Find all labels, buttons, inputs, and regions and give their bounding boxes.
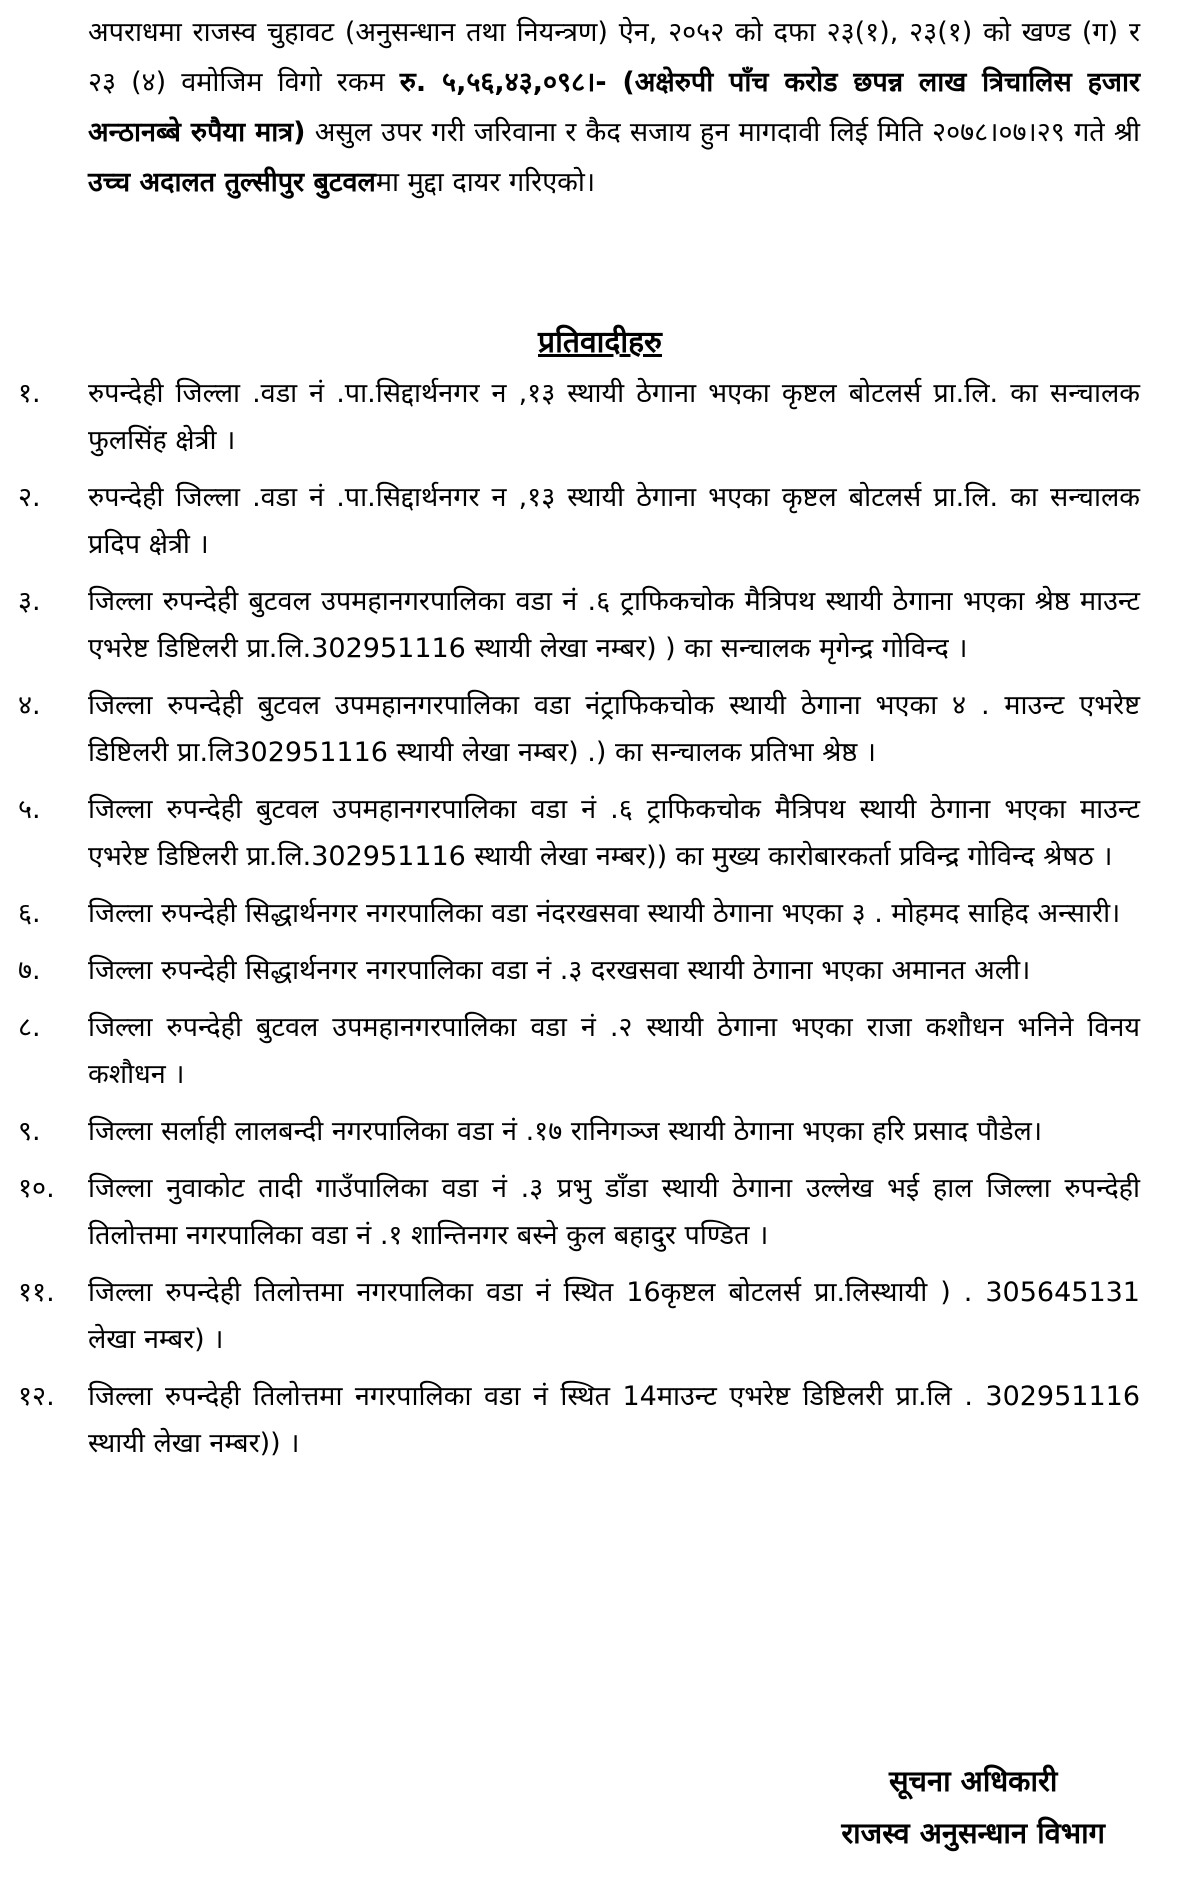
list-item-text: जिल्ला रुपन्देही बुटवल उपमहानगरपालिका वडा नं .६ ट्राफिकचोक मैत्रिपथ स्थायी ठेगाना भएका श्रेष्ठ माउन्ट एभरेष्ट डिष्टिलरी प्रा.लि.302951116 स्थायी लेखा नम्बर) ) का सन्चालक मृगेन्द्र गोविन्द । xyxy=(88,586,1140,664)
intro-court-name: उच्च अदालत तुल्सीपुर बुटवल xyxy=(88,167,376,198)
list-item-text: रुपन्देही जिल्ला .वडा नं .पा.सिद्दार्थनगर न ,१३ स्थायी ठेगाना भएका कृष्टल बोटलर्स प्रा.लि. का सन्चालक फुलसिंह क्षेत्री । xyxy=(88,378,1140,456)
list-item-text: जिल्ला रुपन्देही सिद्धार्थनगर नगरपालिका वडा नंदरखसवा स्थायी ठेगाना भएका ३ . मोहमद साहिद अन्सारी। xyxy=(88,898,1121,929)
list-item-number: ३. xyxy=(18,586,41,617)
list-item-number: ९. xyxy=(18,1116,41,1147)
list-item xyxy=(0,578,1200,672)
list-item-number: ११. xyxy=(18,1277,55,1308)
list-item-number: १२. xyxy=(18,1381,55,1412)
list-item-text: जिल्ला रुपन्देही सिद्धार्थनगर नगरपालिका वडा नं .३ दरखसवा स्थायी ठेगाना भएका अमानत अली। xyxy=(88,955,1031,986)
list-item xyxy=(0,1165,1200,1259)
list-item-number: १०. xyxy=(18,1173,55,1204)
intro-paragraph xyxy=(88,8,1140,208)
list-item-number: ४. xyxy=(18,690,41,721)
list-item xyxy=(0,1004,1200,1098)
list-item xyxy=(0,890,1200,937)
list-item-number: ८. xyxy=(18,1012,41,1043)
list-item-number: १. xyxy=(18,378,41,409)
list-item xyxy=(0,682,1200,776)
list-item-number: २. xyxy=(18,482,41,513)
signature-block xyxy=(841,1755,1105,1859)
list-item-text: जिल्ला रुपन्देही तिलोत्तमा नगरपालिका वडा नं स्थित 14माउन्ट एभरेष्ट डिष्टिलरी प्रा.लि . 302951116 स्थायी लेखा नम्बर)) । xyxy=(88,1381,1140,1459)
intro-text-part-3: मा मुद्दा दायर गरिएको। xyxy=(375,167,596,198)
list-item-text: जिल्ला सर्लाही लालबन्दी नगरपालिका वडा नं .१७ रानिगञ्ज स्थायी ठेगाना भएका हरि प्रसाद पौडेल। xyxy=(88,1116,1043,1147)
list-item-text: जिल्ला नुवाकोट तादी गाउँपालिका वडा नं .३ प्रभु डाँडा स्थायी ठेगाना उल्लेख भई हाल जिल्ला रुपन्देही तिलोत्तमा नगरपालिका वडा नं .१ शान्तिनगर बस्ने कुल बहादुर पण्डित । xyxy=(88,1173,1140,1251)
list-item xyxy=(0,1373,1200,1467)
list-item xyxy=(0,1269,1200,1363)
list-item-text: रुपन्देही जिल्ला .वडा नं .पा.सिद्दार्थनगर न ,१३ स्थायी ठेगाना भएका कृष्टल बोटलर्स प्रा.लि. का सन्चालक प्रदिप क्षेत्री । xyxy=(88,482,1140,560)
signature-title: सूचना अधिकारी xyxy=(888,1764,1058,1798)
intro-amount: रु. ५,५६,४३,०९८।- (अक्षेरुपी पाँच करोड छपन्न लाख त्रिचालिस हजार अन्ठानब्बे रुपैया मात्र) xyxy=(88,67,1140,148)
list-item xyxy=(0,947,1200,994)
defendants-list xyxy=(0,370,1200,1477)
list-item-number: ७. xyxy=(18,955,41,986)
intro-text-part-1: अपराधमा राजस्व चुहावट (अनुसन्धान तथा नियन्त्रण) ऐन, २०५२ को दफा २३(१), २३(१) को खण्ड (ग) र २३ (४) वमोजिम विगो रकम xyxy=(88,17,1140,98)
list-item-number: ५. xyxy=(18,794,41,825)
list-item-text: जिल्ला रुपन्देही बुटवल उपमहानगरपालिका वडा नं .६ ट्राफिकचोक मैत्रिपथ स्थायी ठेगाना भएका माउन्ट एभरेष्ट डिष्टिलरी प्रा.लि.302951116 स्थायी लेखा नम्बर)) का मुख्य कारोबारकर्ता प्रविन्द्र गोविन्द श्रेषठ । xyxy=(88,794,1140,872)
defendants-heading: प्रतिवादीहरु xyxy=(538,325,662,360)
list-item xyxy=(0,786,1200,880)
list-item xyxy=(0,370,1200,464)
intro-text-part-2: असुल उपर गरी जरिवाना र कैद सजाय हुन मागदावी लिई मिति २०७८।०७।२९ गते श्री xyxy=(305,117,1140,148)
list-item xyxy=(0,1108,1200,1155)
signature-department: राजस्व अनुसन्धान विभाग xyxy=(841,1816,1105,1850)
list-item xyxy=(0,474,1200,568)
list-item-number: ६. xyxy=(18,898,41,929)
list-item-text: जिल्ला रुपन्देही तिलोत्तमा नगरपालिका वडा नं स्थित 16कृष्टल बोटलर्स प्रा.लिस्थायी ) . 305645131 लेखा नम्बर) । xyxy=(88,1277,1140,1355)
list-item-text: जिल्ला रुपन्देही बुटवल उपमहानगरपालिका वडा नं .२ स्थायी ठेगाना भएका राजा कशौधन भनिने विनय कशौधन । xyxy=(88,1012,1140,1090)
list-item-text: जिल्ला रुपन्देही बुटवल उपमहानगरपालिका वडा नंट्राफिकचोक स्थायी ठेगाना भएका ४ . माउन्ट एभरेष्ट डिष्टिलरी प्रा.लि302951116 स्थायी लेखा नम्बर) .) का सन्चालक प्रतिभा श्रेष्ठ । xyxy=(88,690,1140,768)
